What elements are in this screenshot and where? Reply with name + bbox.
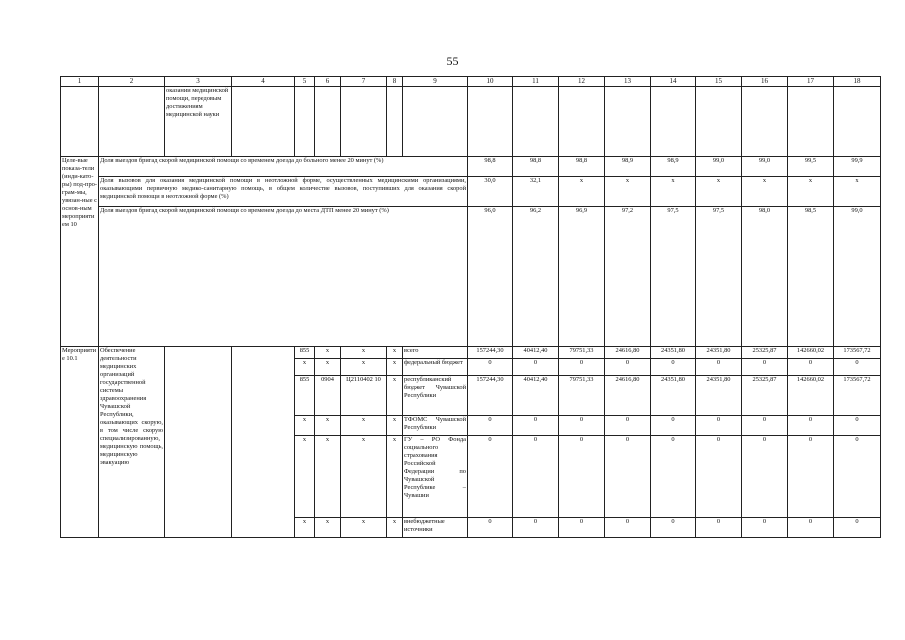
column-number-5: 5: [295, 77, 315, 87]
column-number-9: 9: [403, 77, 468, 87]
indicator-text: Доля вызовов для оказания медицинской помощи в неотложной форме, осуществленных медицинскими организациями, оказывающими первичную медико-санитарную помощь, в общем количестве вызовов, поступивших для оказания скорой медицинской помощи в неотложной форме (%): [99, 177, 468, 207]
measure-row-federal: x x x x федеральный бюджет 0 0 0 0 0 0 0 0 0: [61, 359, 881, 376]
indicator-row-3: Доля выездов бригад скорой медицинской помощи со временем доезда до места ДТП менее 20 минут (%) 96,0 96,2 96,9 97,2 97,5 97,5 98,0 98,5 99,0: [61, 207, 881, 347]
column-number-10: 10: [468, 77, 513, 87]
measure-row-republican: 855 0904 Ц2110402 10 x республиканский бюджет Чувашской Республики 157244,30 40412,40 79751,33 24616,80 24351,80 24351,80 25325,87 142660,02 173567,72: [61, 376, 881, 416]
column-number-18: 18: [834, 77, 881, 87]
indicators-label: Целе-вые показа-тели (инди-като-ры) под-про-грам-мы, увязан-ные с основ-ным мероприятием 10: [61, 157, 99, 347]
indicator-row-1: Целе-вые показа-тели (инди-като-ры) под-про-грам-мы, увязан-ные с основ-ным мероприятием 10 Доля выездов бригад скорой медицинской помощи со временем доезда до больного менее 20 минут (%) 98,8 98,8 98,8 98,9 98,9 99,0 99,0 99,5 99,9: [61, 157, 881, 177]
column-number-2: 2: [99, 77, 165, 87]
continuation-row: [61, 87, 881, 157]
measure-row-tfoms: x x x x ТФОМС Чувашской Республики 0 0 0 0 0 0 0 0 0: [61, 416, 881, 436]
column-number-7: 7: [341, 77, 387, 87]
column-number-3: 3: [165, 77, 232, 87]
column-number-11: 11: [513, 77, 559, 87]
indicator-row-2: Доля вызовов для оказания медицинской помощи в неотложной форме, осуществленных медицинскими организациями, оказывающими первичную медико-санитарную помощь, в общем количестве вызовов, поступивших для оказания скорой медицинской помощи в неотложной форме (%) 30,0 32,1 x x x x x x x: [61, 177, 881, 207]
page-number: 55: [446, 54, 459, 68]
measure-row-fss: x x x x ГУ – РО Фонда социального страхования Российской Федерации по Чувашской Республике – Чувашии 0 0 0 0 0 0 0 0 0: [61, 436, 881, 518]
continuation-text: оказании медицинской помощи, передовым достижениям медицинской науки: [165, 87, 232, 157]
measure-label: Мероприятие 10.1: [61, 347, 99, 538]
column-number-17: 17: [788, 77, 834, 87]
column-number-12: 12: [559, 77, 605, 87]
measure-row-total: Мероприятие 10.1 Обеспечение деятельности медицинских организаций государственной системы здравоохранения Чувашской Республики, оказывающих скорую, в том числе скорую специализированную, медицинскую помощь, медицинскую эвакуацию 855 x x x всего 157244,30 40412,40 79751,33 24616,80 24351,80 24351,80 25325,87 142660,02 173567,72: [61, 347, 881, 359]
budget-table: [60, 76, 881, 538]
column-number-6: 6: [315, 77, 341, 87]
column-number-8: 8: [387, 77, 403, 87]
column-number-1: 1: [61, 77, 99, 87]
column-number-16: 16: [742, 77, 788, 87]
indicator-text: Доля выездов бригад скорой медицинской помощи со временем доезда до больного менее 20 минут (%): [99, 157, 468, 177]
measure-name: Обеспечение деятельности медицинских организаций государственной системы здравоохранения Чувашской Республики, оказывающих скорую, в том числе скорую специализированную, медицинскую помощь, медицинскую эвакуацию: [99, 347, 165, 538]
column-number-15: 15: [696, 77, 742, 87]
column-number-row: [61, 77, 881, 87]
column-number-14: 14: [651, 77, 696, 87]
column-number-13: 13: [605, 77, 651, 87]
column-number-4: 4: [232, 77, 295, 87]
measure-row-offbudget: x x x x внебюджетные источники 0 0 0 0 0 0 0 0 0: [61, 518, 881, 538]
indicator-text: Доля выездов бригад скорой медицинской помощи со временем доезда до места ДТП менее 20 минут (%): [99, 207, 468, 347]
